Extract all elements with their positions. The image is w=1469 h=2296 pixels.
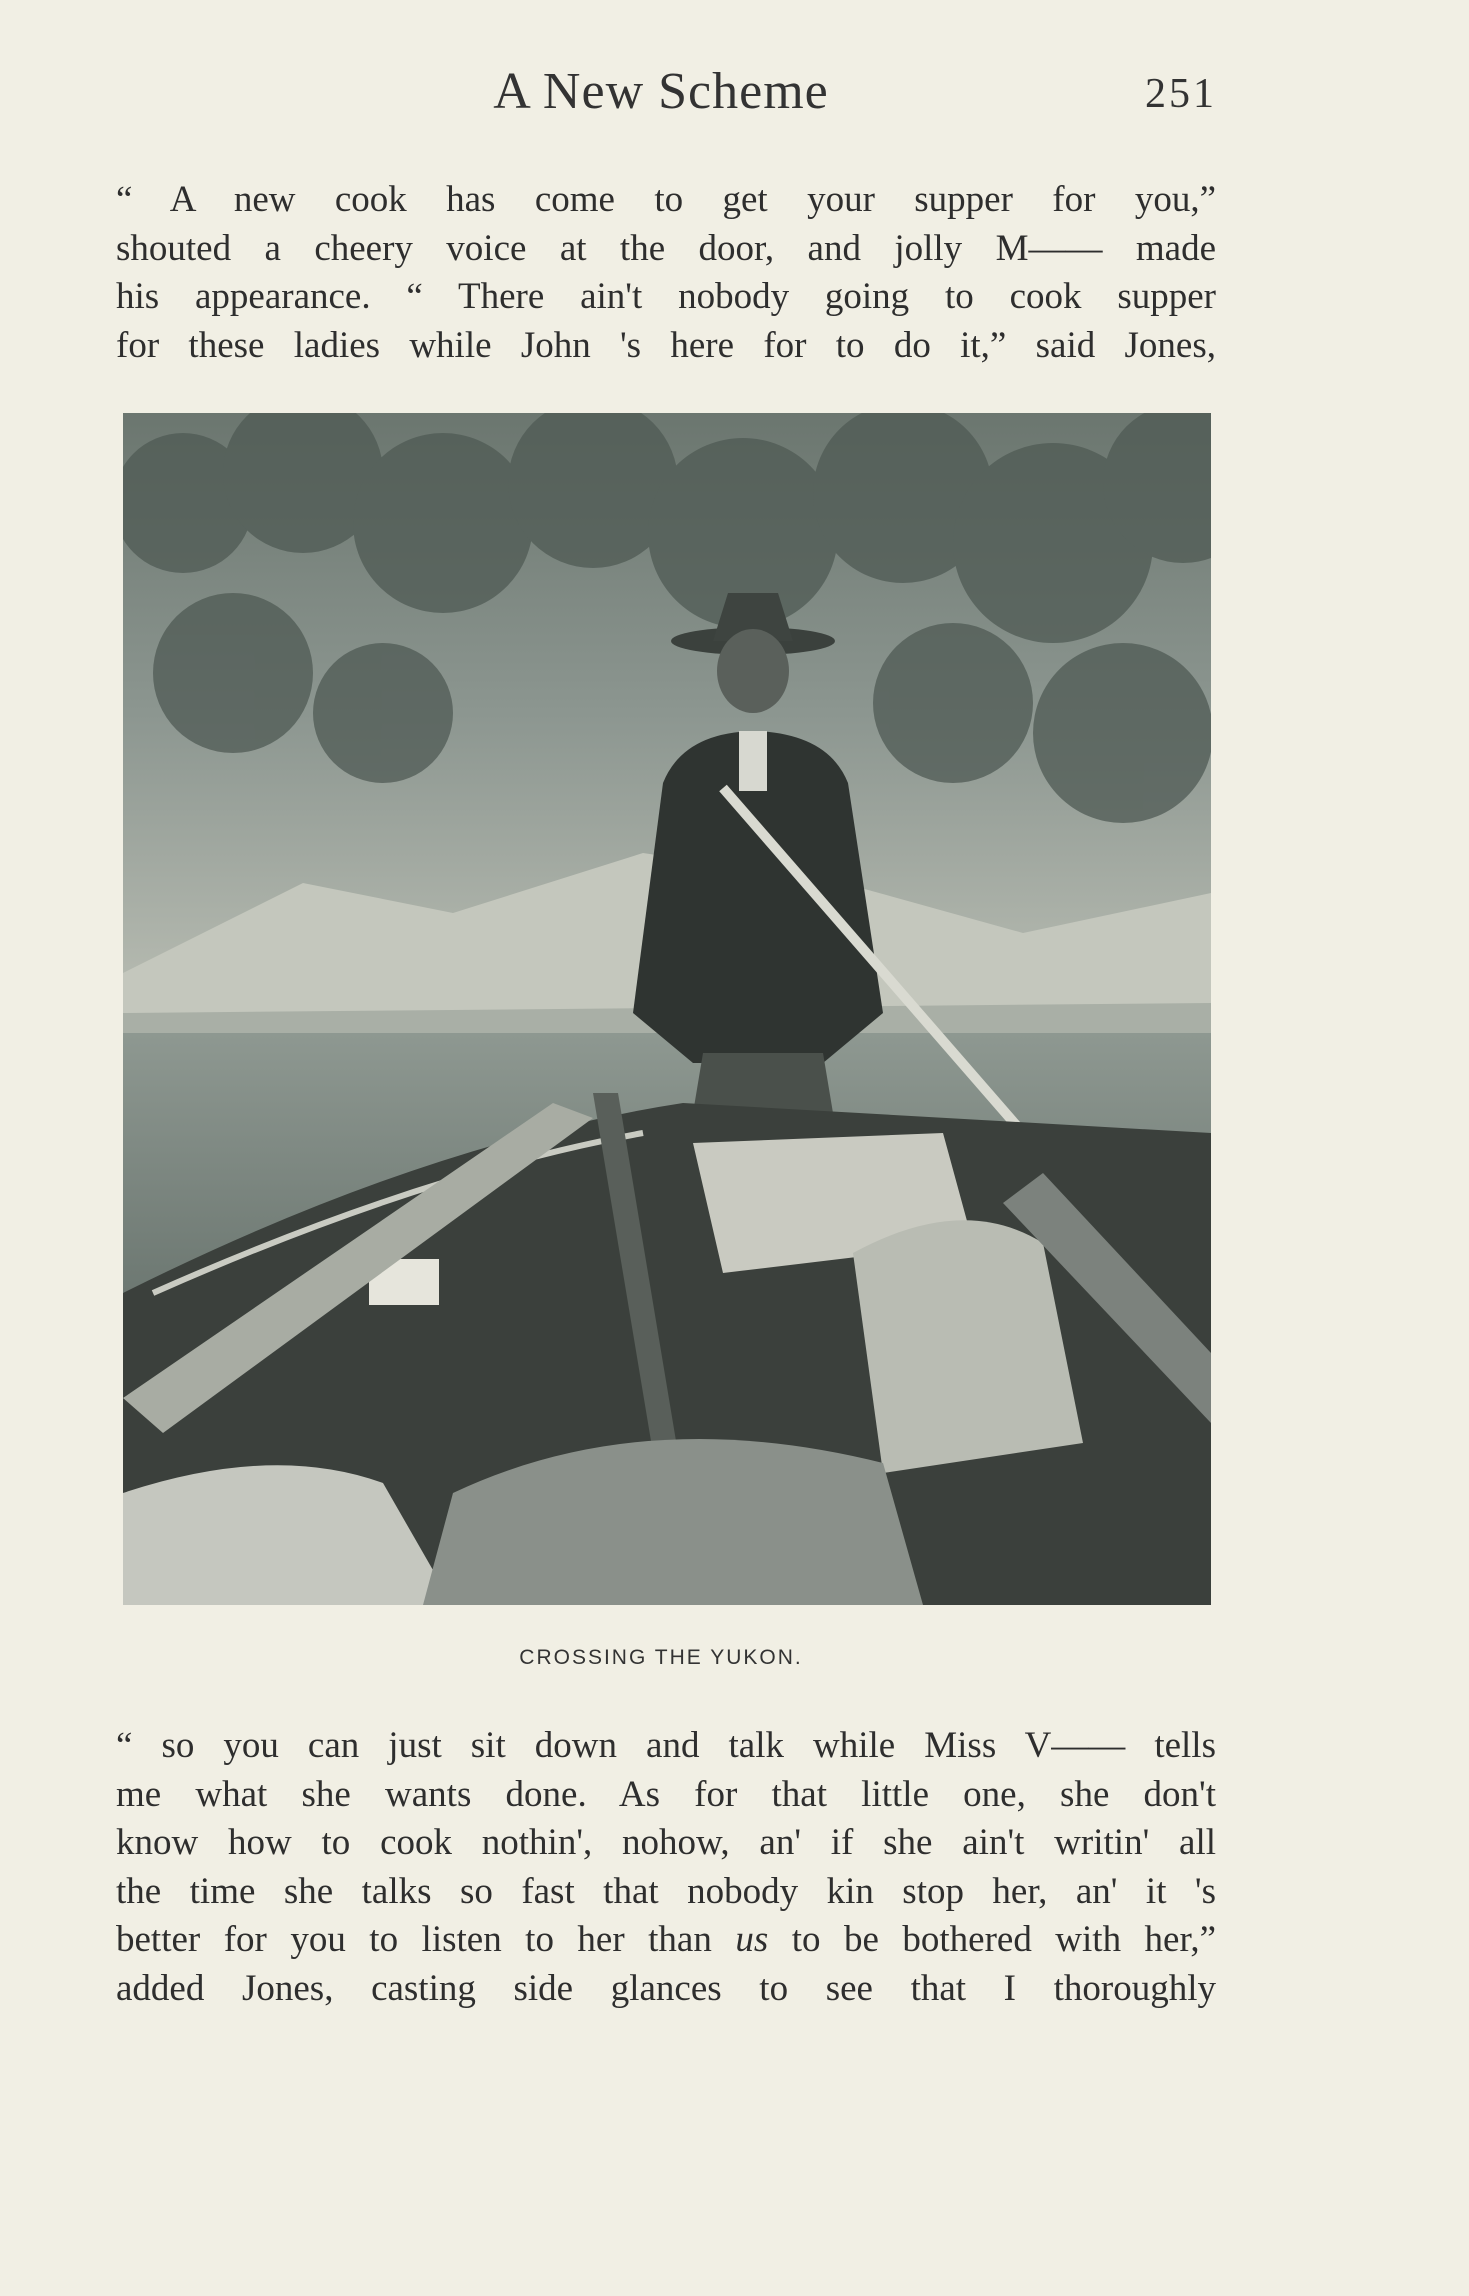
text-line: know how to cook nothin', nohow, an' if she ain't writin' all	[116, 1822, 1216, 1863]
text-line: shouted a cheery voice at the door, and jolly M—— made	[116, 227, 1216, 269]
text-line: “ so you can just sit down and talk while Miss V—— tells	[116, 1725, 1216, 1766]
paragraph-bottom	[116, 1722, 1216, 2013]
text-line: added Jones, casting side glances to see that I thoroughly	[116, 1967, 1216, 2009]
paragraph-top	[116, 176, 1216, 370]
text-line-emphasis	[116, 1916, 1216, 1965]
figure-caption: CROSSING THE YUKON.	[519, 1646, 803, 1669]
text-line: for these ladies while John 's here for to do it,” said Jones,	[116, 324, 1216, 366]
photograph-plate	[123, 413, 1211, 1605]
text-segment: to be bothered with her,”	[768, 1919, 1216, 1960]
text-line: his appearance. “ There ain't nobody going to cook supper	[116, 276, 1216, 317]
text-line: the time she talks so fast that nobody kin stop her, an' it 's	[116, 1870, 1216, 1912]
page-header-title: A New Scheme	[493, 63, 829, 120]
emphasis-word: us	[735, 1919, 769, 1960]
text-line: “ A new cook has come to get your supper for you,”	[116, 179, 1216, 220]
page-number: 251	[1145, 71, 1217, 117]
photograph-illustration	[123, 413, 1211, 1605]
text-segment: better for you to listen to her than	[116, 1919, 736, 1960]
text-line: me what she wants done. As for that little one, she don't	[116, 1773, 1216, 1815]
